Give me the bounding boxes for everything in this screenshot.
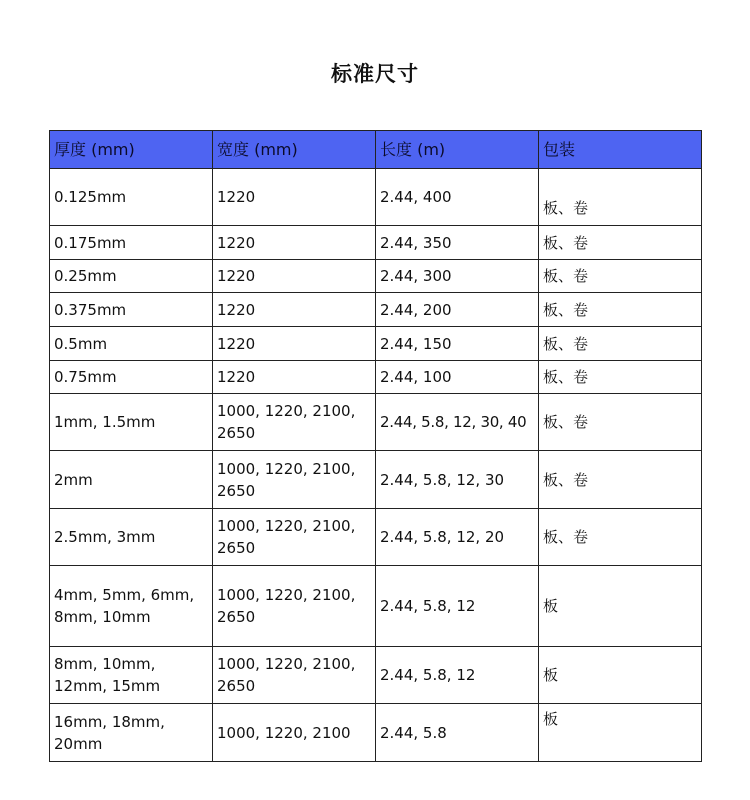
cell-thickness: 0.25mm [50,260,213,293]
cell-thickness: 16mm, 18mm, 20mm [50,704,213,762]
cell-length: 2.44, 5.8, 12, 20 [376,509,539,566]
cell-width: 1220 [213,327,376,361]
table-row [50,509,702,566]
table-row [50,704,702,762]
cell-length: 2.44, 100 [376,361,539,394]
cell-thickness: 0.125mm [50,169,213,226]
table-row [50,394,702,451]
cell-width: 1000, 1220, 2100, 2650 [213,647,376,704]
table-row [50,361,702,394]
cell-width: 1000, 1220, 2100, 2650 [213,509,376,566]
cell-length: 2.44, 5.8, 12, 30, 40 [376,394,539,451]
cell-packaging: 板 [539,704,702,762]
cell-thickness: 1mm, 1.5mm [50,394,213,451]
cell-packaging: 板、卷 [539,226,702,260]
cell-width: 1000, 1220, 2100, 2650 [213,451,376,509]
cell-thickness: 8mm, 10mm, 12mm, 15mm [50,647,213,704]
table-row [50,451,702,509]
table-row [50,327,702,361]
header-packaging: 包装 [539,131,702,169]
cell-width: 1000, 1220, 2100, 2650 [213,394,376,451]
page-title: 标准尺寸 [331,62,419,86]
table-body [50,169,702,762]
table-row [50,169,702,226]
table-header [50,131,702,169]
cell-width: 1220 [213,293,376,327]
table-row [50,566,702,647]
cell-packaging: 板、卷 [539,169,702,226]
cell-thickness: 0.5mm [50,327,213,361]
cell-length: 2.44, 350 [376,226,539,260]
cell-length: 2.44, 5.8, 12 [376,566,539,647]
cell-thickness: 4mm, 5mm, 6mm, 8mm, 10mm [50,566,213,647]
table-row [50,647,702,704]
cell-thickness: 2.5mm, 3mm [50,509,213,566]
header-thickness: 厚度 (mm) [50,131,213,169]
spec-table [49,130,702,762]
cell-thickness: 0.375mm [50,293,213,327]
cell-thickness: 0.75mm [50,361,213,394]
cell-length: 2.44, 5.8, 12, 30 [376,451,539,509]
cell-length: 2.44, 300 [376,260,539,293]
cell-packaging: 板、卷 [539,260,702,293]
cell-packaging: 板 [539,647,702,704]
cell-width: 1220 [213,169,376,226]
table-row [50,293,702,327]
cell-packaging: 板 [539,566,702,647]
table-row [50,226,702,260]
cell-thickness: 0.175mm [50,226,213,260]
header-width: 宽度 (mm) [213,131,376,169]
cell-length: 2.44, 200 [376,293,539,327]
table-row [50,260,702,293]
cell-length: 2.44, 150 [376,327,539,361]
cell-length: 2.44, 5.8 [376,704,539,762]
cell-thickness: 2mm [50,451,213,509]
cell-width: 1220 [213,226,376,260]
cell-length: 2.44, 400 [376,169,539,226]
cell-packaging: 板、卷 [539,394,702,451]
cell-packaging: 板、卷 [539,509,702,566]
cell-packaging: 板、卷 [539,293,702,327]
cell-width: 1000, 1220, 2100, 2650 [213,566,376,647]
cell-length: 2.44, 5.8, 12 [376,647,539,704]
cell-packaging: 板、卷 [539,361,702,394]
cell-width: 1220 [213,260,376,293]
header-length: 长度 (m) [376,131,539,169]
cell-width: 1220 [213,361,376,394]
header-row [50,131,702,169]
cell-packaging: 板、卷 [539,327,702,361]
cell-width: 1000, 1220, 2100 [213,704,376,762]
cell-packaging: 板、卷 [539,451,702,509]
